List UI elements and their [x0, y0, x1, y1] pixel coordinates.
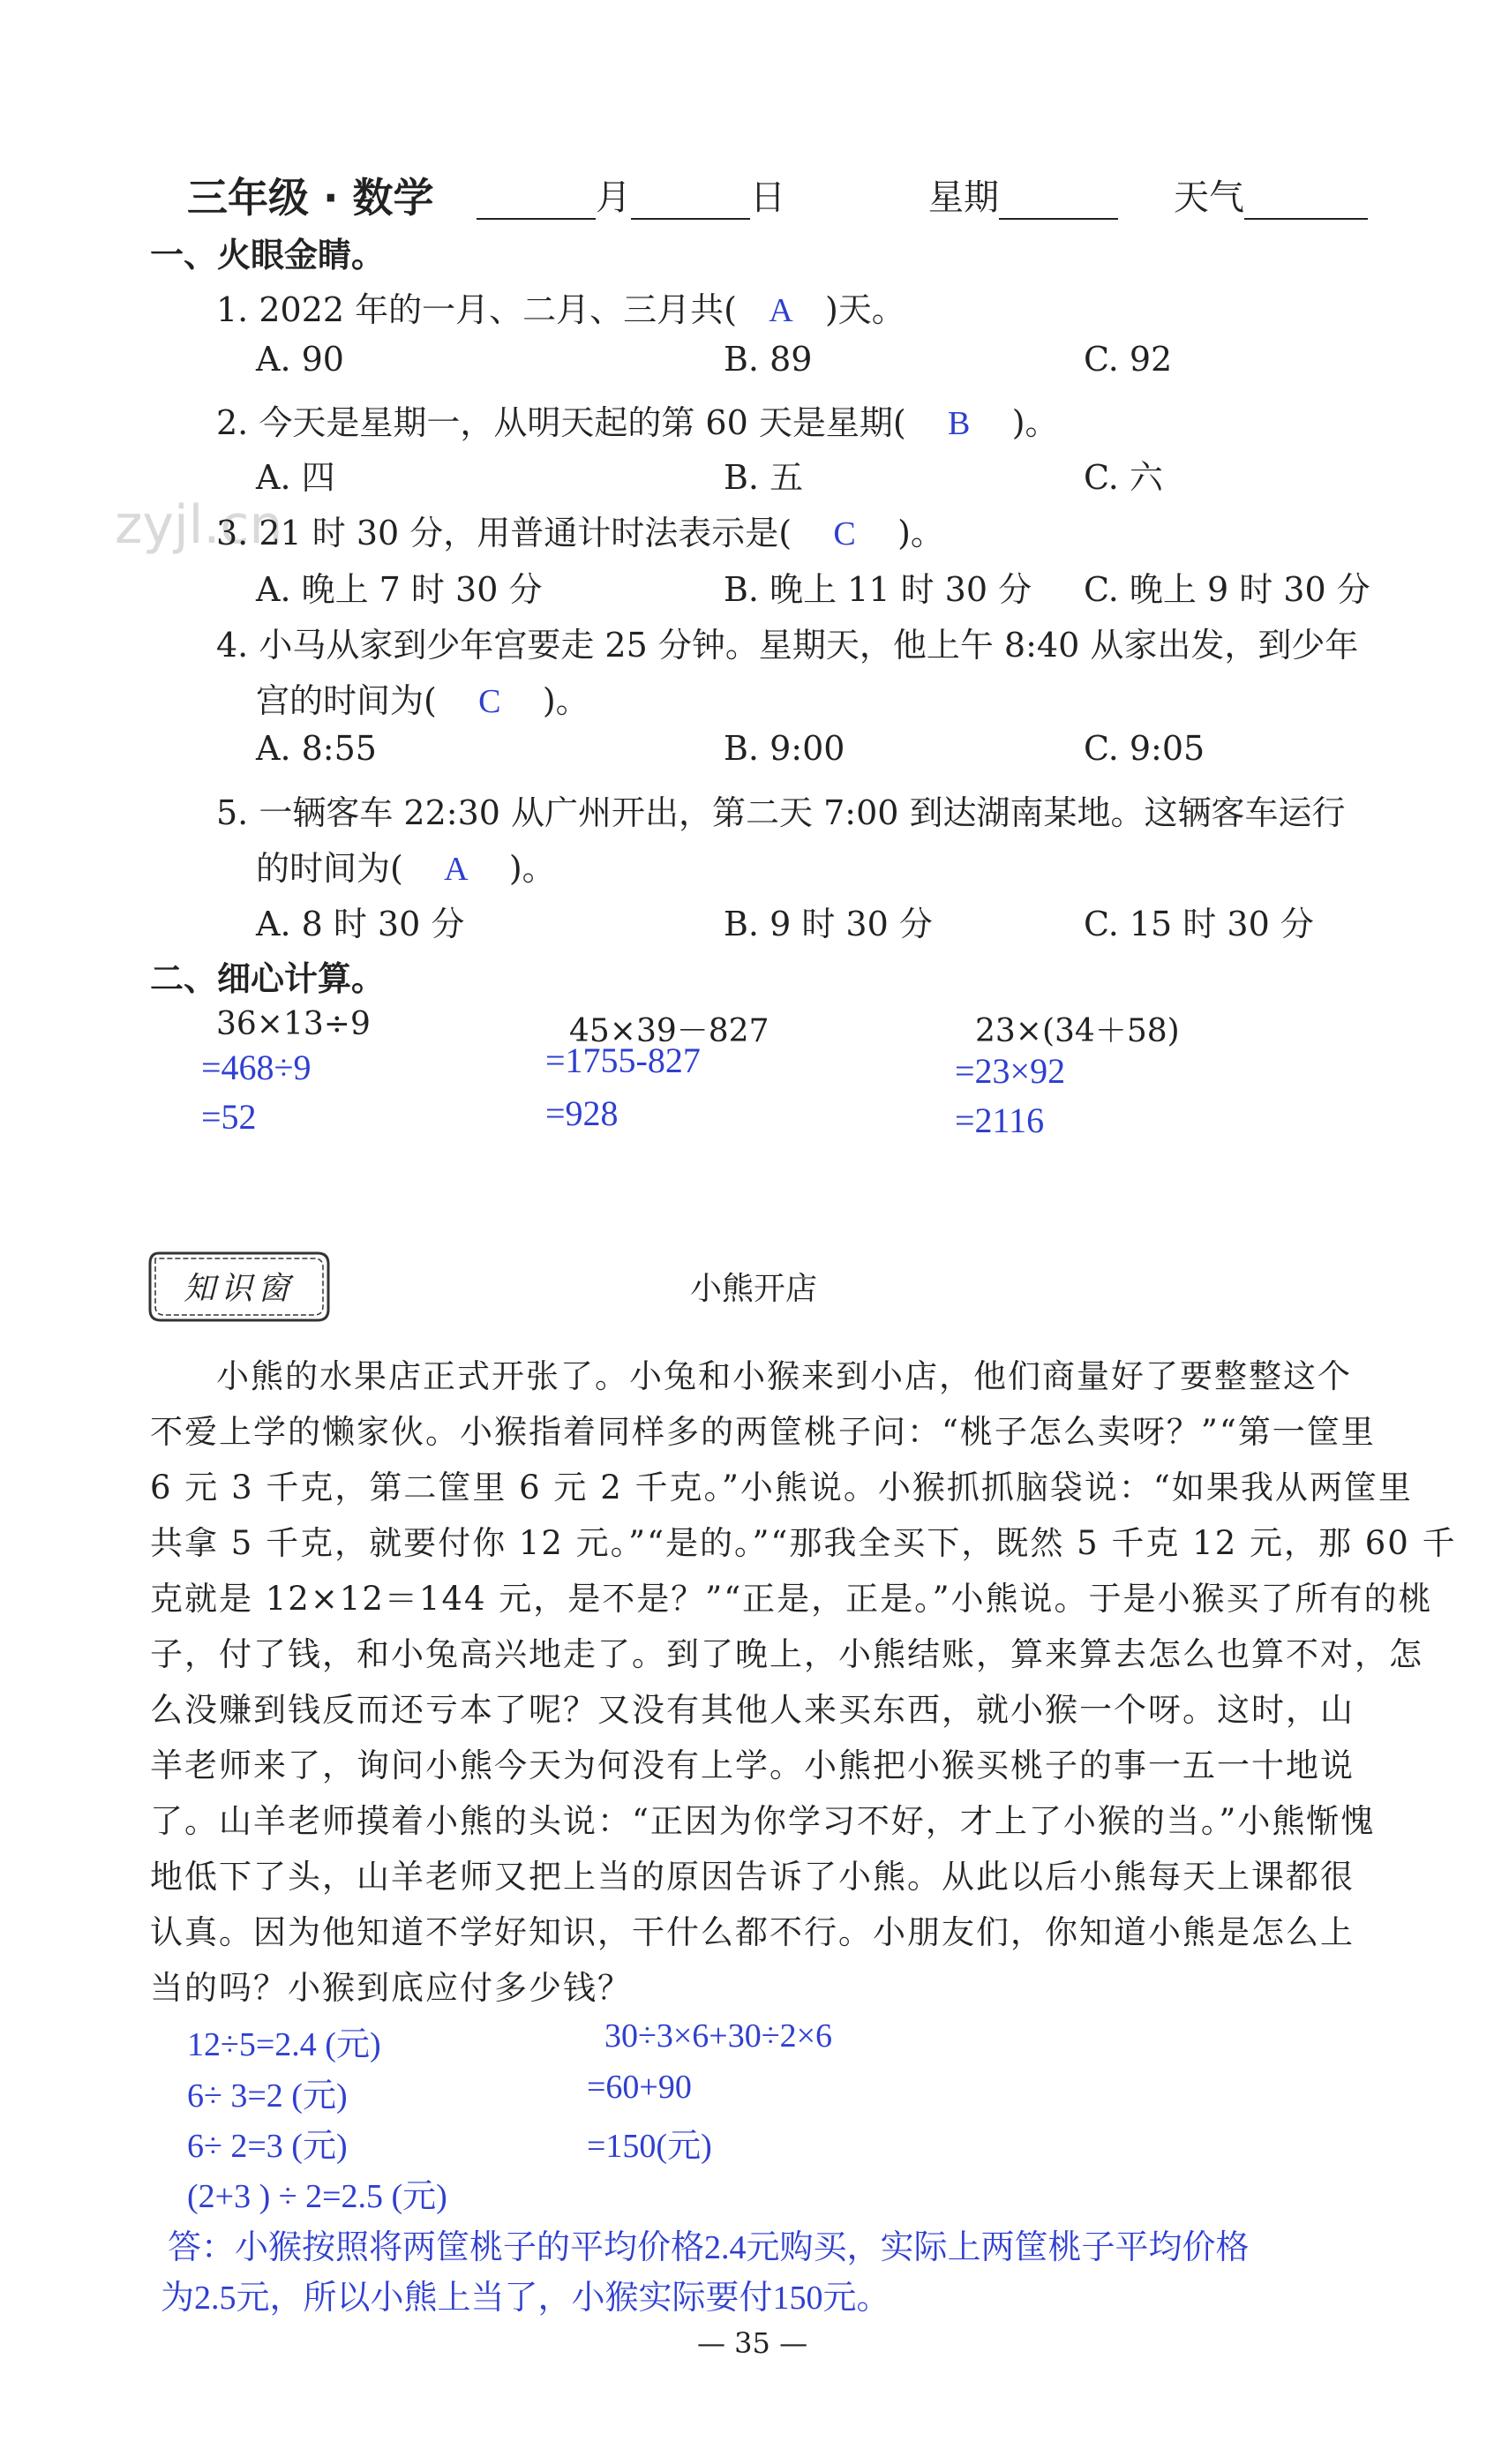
weather-label: 天气: [1174, 177, 1244, 218]
question-2: 2. 今天是星期一，从明天起的第 60 天是星期( B )。: [216, 403, 1059, 442]
day-label: 日: [750, 177, 785, 218]
story-line-8: 羊老师来了，询问小熊今天为何没有上学。小熊把小猴买桃子的事一五一十地说: [150, 1747, 1355, 1784]
option-3c: C. 晚上 9 时 30 分: [1084, 570, 1370, 609]
section2-title: 二、细心计算。: [150, 959, 386, 998]
calc-2-step1: =1755-827: [545, 1040, 701, 1080]
knowledge-title: 小熊开店: [690, 1271, 818, 1307]
answer-1: A: [769, 292, 793, 329]
weather-field: [1174, 169, 1368, 220]
option-2b: B. 五: [724, 458, 804, 497]
option-5b: B. 9 时 30 分: [724, 905, 933, 943]
weekday-field: [928, 169, 1118, 220]
story-line-4: 共拿 5 千克，就要付你 12 元。”“是的。”“那我全买下，既然 5 千克 12 元，那 60 千: [150, 1524, 1457, 1562]
solution-answer-line-1: 答：小猴按照将两筐桃子的平均价格2.4元购买，实际上两筐桃子平均价格: [168, 2229, 1250, 2266]
story-line-6: 子，付了钱，和小兔高兴地走了。到了晚上，小熊结账，算来算去怎么也算不对，怎: [150, 1635, 1423, 1673]
knowledge-badge-label: 知识窗: [183, 1271, 295, 1307]
solution-right-3: =150(元): [587, 2128, 712, 2165]
question-1: 1. 2022 年的一月、二月、三月共( A )天。: [216, 290, 905, 329]
calc-3-step1: =23×92: [955, 1051, 1066, 1091]
page-number-dash-right: —: [770, 2326, 808, 2360]
story-line-7: 么没赚到钱反而还亏本了呢？又没有其他人来买东西，就小猴一个呀。这时，山: [150, 1691, 1355, 1729]
calc-3-step2: =2116: [955, 1101, 1045, 1140]
knowledge-badge: [141, 1244, 337, 1329]
question-5-line1: 5. 一辆客车 22:30 从广州开出，第二天 7:00 到达湖南某地。这辆客车运行: [216, 793, 1346, 832]
option-2a: A. 四: [256, 458, 335, 497]
solution-left-2: 6÷ 3=2 (元): [187, 2077, 348, 2115]
calc-3-expr: 23×(34＋58): [975, 1013, 1180, 1049]
solution-answer-line-2: 为2.5元，所以小熊上当了，小猴实际要付150元。: [161, 2280, 890, 2317]
option-5a: A. 8 时 30 分: [256, 905, 465, 943]
option-3b: B. 晚上 11 时 30 分: [724, 570, 1032, 609]
weekday-label: 星期: [928, 177, 999, 218]
weather-blank[interactable]: [1244, 186, 1368, 220]
answer-5: A: [444, 851, 469, 888]
question-4-line1: 4. 小马从家到少年宫要走 25 分钟。星期天，他上午 8:40 从家出发，到少年: [216, 626, 1359, 665]
story-line-2: 不爱上学的懒家伙。小猴指着同样多的两筐桃子问：“桃子怎么卖呀？”“第一筐里: [150, 1413, 1376, 1451]
watermark: zyjl.cn: [115, 494, 283, 556]
page-number: [697, 2326, 807, 2360]
answer-4: C: [478, 683, 501, 720]
option-2c: C. 六: [1084, 458, 1163, 497]
question-5-line2: 的时间为( A )。: [256, 849, 556, 888]
day-blank[interactable]: [631, 186, 750, 220]
month-label: 月: [596, 177, 631, 218]
option-1c: C. 92: [1084, 340, 1173, 379]
option-4c: C. 9:05: [1084, 729, 1205, 768]
question-4-line2: 宫的时间为( C )。: [256, 681, 589, 720]
option-3a: A. 晚上 7 时 30 分: [256, 570, 543, 609]
answer-2: B: [948, 405, 971, 442]
question-3: 3. 21 时 30 分，用普通计时法表示是( C )。: [216, 514, 944, 552]
calc-1-step1: =468÷9: [201, 1048, 312, 1087]
month-blank[interactable]: [477, 186, 596, 220]
calc-1-step2: =52: [201, 1097, 257, 1137]
calc-2-expr: 45×39－827: [569, 1013, 770, 1049]
page-number-value: 35: [734, 2326, 770, 2360]
option-1b: B. 89: [724, 340, 813, 379]
section1-title: 一、火眼金睛。: [150, 236, 386, 274]
option-4a: A. 8:55: [256, 729, 377, 768]
option-5c: C. 15 时 30 分: [1084, 905, 1314, 943]
calc-1-expr: 36×13÷9: [216, 1006, 371, 1042]
solution-left-1: 12÷5=2.4 (元): [187, 2026, 381, 2063]
story-line-3: 6 元 3 千克，第二筐里 6 元 2 千克。”小熊说。小猴抓抓脑袋说：“如果我从两筐里: [150, 1469, 1413, 1506]
story-line-11: 认真。因为他知道不学好知识，干什么都不行。小朋友们，你知道小熊是怎么上: [150, 1913, 1355, 1951]
date-fields: [477, 169, 785, 220]
calc-2-step2: =928: [545, 1093, 619, 1133]
story-line-12: 当的吗？小猴到底应付多少钱？: [150, 1969, 632, 2007]
option-4b: B. 9:00: [724, 729, 845, 768]
answer-3: C: [833, 515, 856, 552]
page-number-dash-left: —: [697, 2326, 735, 2360]
solution-left-4: (2+3 ) ÷ 2=2.5 (元): [187, 2178, 447, 2215]
story-line-5: 克就是 12×12＝144 元，是不是？”“正是，正是。”小熊说。于是小猴买了所有的桃: [150, 1580, 1433, 1618]
story-line-1: 小熊的水果店正式开张了。小兔和小猴来到小店，他们商量好了要整整这个: [216, 1357, 1352, 1395]
solution-right-1: 30÷3×6+30÷2×6: [604, 2017, 833, 2055]
story-line-10: 地低下了头，山羊老师又把上当的原因告诉了小熊。从此以后小熊每天上课都很: [150, 1858, 1355, 1896]
weekday-blank[interactable]: [999, 186, 1118, 220]
subject-title: 三年级 · 数学: [187, 174, 434, 222]
story-line-9: 了。山羊老师摸着小熊的头说：“正因为你学习不好，才上了小猴的当。”小熊惭愧: [150, 1802, 1376, 1840]
solution-right-2: =60+90: [587, 2069, 692, 2106]
option-1a: A. 90: [256, 340, 344, 379]
solution-left-3: 6÷ 2=3 (元): [187, 2128, 348, 2165]
